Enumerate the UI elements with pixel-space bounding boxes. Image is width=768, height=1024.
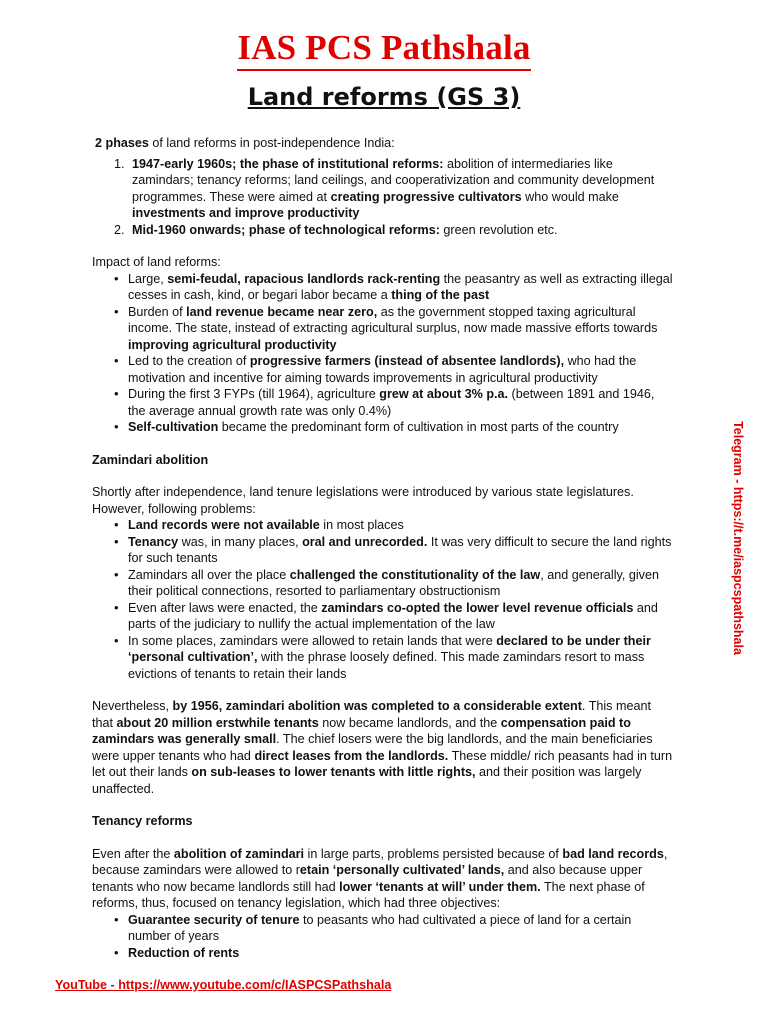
telegram-link[interactable]	[723, 405, 753, 670]
zamindari-problems-list	[92, 517, 674, 682]
telegram-link-text[interactable]: Telegram - https://t.me/iaspcspathshala	[731, 420, 745, 655]
brand-title: IAS PCS Pathshala	[237, 28, 530, 71]
page-title: Land reforms (GS 3)	[247, 83, 521, 111]
zamindari-outcome-paragraph: Nevertheless, by 1956, zamindari abolition was completed to a considerable extent. This meant that about 20 million erstwhile tenants now became landlords, and the compensation paid to zamindars was generally small. The chief losers were the big landlords, and the main beneficiaries were upper tenants who had direct leases from the landlords. These middle/ rich peasants had in turn let out their lands on sub-leases to lower tenants with little rights, and their position was largely unaffected.	[92, 699, 673, 796]
list-item: • Self-cultivation became the predominant form of cultivation in most parts of the country	[128, 419, 674, 436]
phases-list	[92, 156, 674, 239]
tenancy-paragraph: Even after the abolition of zamindari in large parts, problems persisted because of bad land records, because zamindars were allowed to retain ‘personally cultivated’ lands, and also because upper tenants who now became landlords still had lower ‘tenants at will’ under them. The next phase of reforms, thus, focused on tenancy legislation, which had three objectives:	[92, 846, 668, 910]
list-item: • Tenancy was, in many places, oral and unrecorded. It was very difficult to secure the land rights for such tenants	[128, 534, 674, 567]
section-heading-impact: Impact of land reforms:	[92, 255, 221, 269]
impact-list	[92, 271, 674, 436]
zamindari-intro: Shortly after independence, land tenure legislations were introduced by various state legislatures. However, following problems:	[92, 485, 634, 516]
brand-header	[0, 28, 768, 71]
list-item: • Led to the creation of progressive farmers (instead of absentee landlords), who had the motivation and incentive for aiming towards improvements in agricultural productivity	[128, 353, 674, 386]
list-item: • Guarantee security of tenure to peasants who had cultivated a piece of land for a certain number of years	[128, 912, 674, 945]
list-item: • Burden of land revenue became near zero, as the government stopped taxing agricultural income. The state, instead of extracting agricultural surplus, now made massive efforts towards improving agricultural productivity	[128, 304, 674, 354]
list-item: • Reduction of rents	[128, 945, 674, 962]
intro-paragraph: 2 phases of land reforms in post-independence India:	[95, 136, 395, 150]
list-item: • Land records were not available in most places	[128, 517, 674, 534]
list-item: • Large, semi-feudal, rapacious landlords rack-renting the peasantry as well as extracting illegal cesses in cash, kind, or begari labor became a thing of the past	[128, 271, 674, 304]
section-heading-tenancy: Tenancy reforms	[92, 814, 193, 828]
phase-item: 2. Mid-1960 onwards; phase of technological reforms: green revolution etc.	[128, 222, 674, 239]
list-item: • Zamindars all over the place challenged the constitutionality of the law, and generally, given their political connections, resorted to parliamentary obstructionism	[128, 567, 674, 600]
document-body	[92, 135, 674, 961]
phase-item: 1. 1947-early 1960s; the phase of institutional reforms: abolition of intermediaries like zamindars; tenancy reforms; land ceilings, and cooperativization and community development programmes. These were aimed at creating progressive cultivators who would make investments and improve productivity	[128, 156, 674, 222]
youtube-link[interactable]: YouTube - https://www.youtube.com/c/IASPCSPathshala	[55, 978, 392, 992]
tenancy-objectives-list	[92, 912, 674, 962]
list-item: • In some places, zamindars were allowed to retain lands that were declared to be under their ‘personal cultivation’, with the phrase loosely defined. This made zamindars resort to mass evictions of tenants to retain their lands	[128, 633, 674, 683]
list-item: • During the first 3 FYPs (till 1964), agriculture grew at about 3% p.a. (between 1891 and 1946, the average annual growth rate was only 0.4%)	[128, 386, 674, 419]
list-item: • Even after laws were enacted, the zamindars co-opted the lower level revenue officials and parts of the judiciary to nullify the actual implementation of the law	[128, 600, 674, 633]
section-heading-zamindari: Zamindari abolition	[92, 452, 209, 467]
